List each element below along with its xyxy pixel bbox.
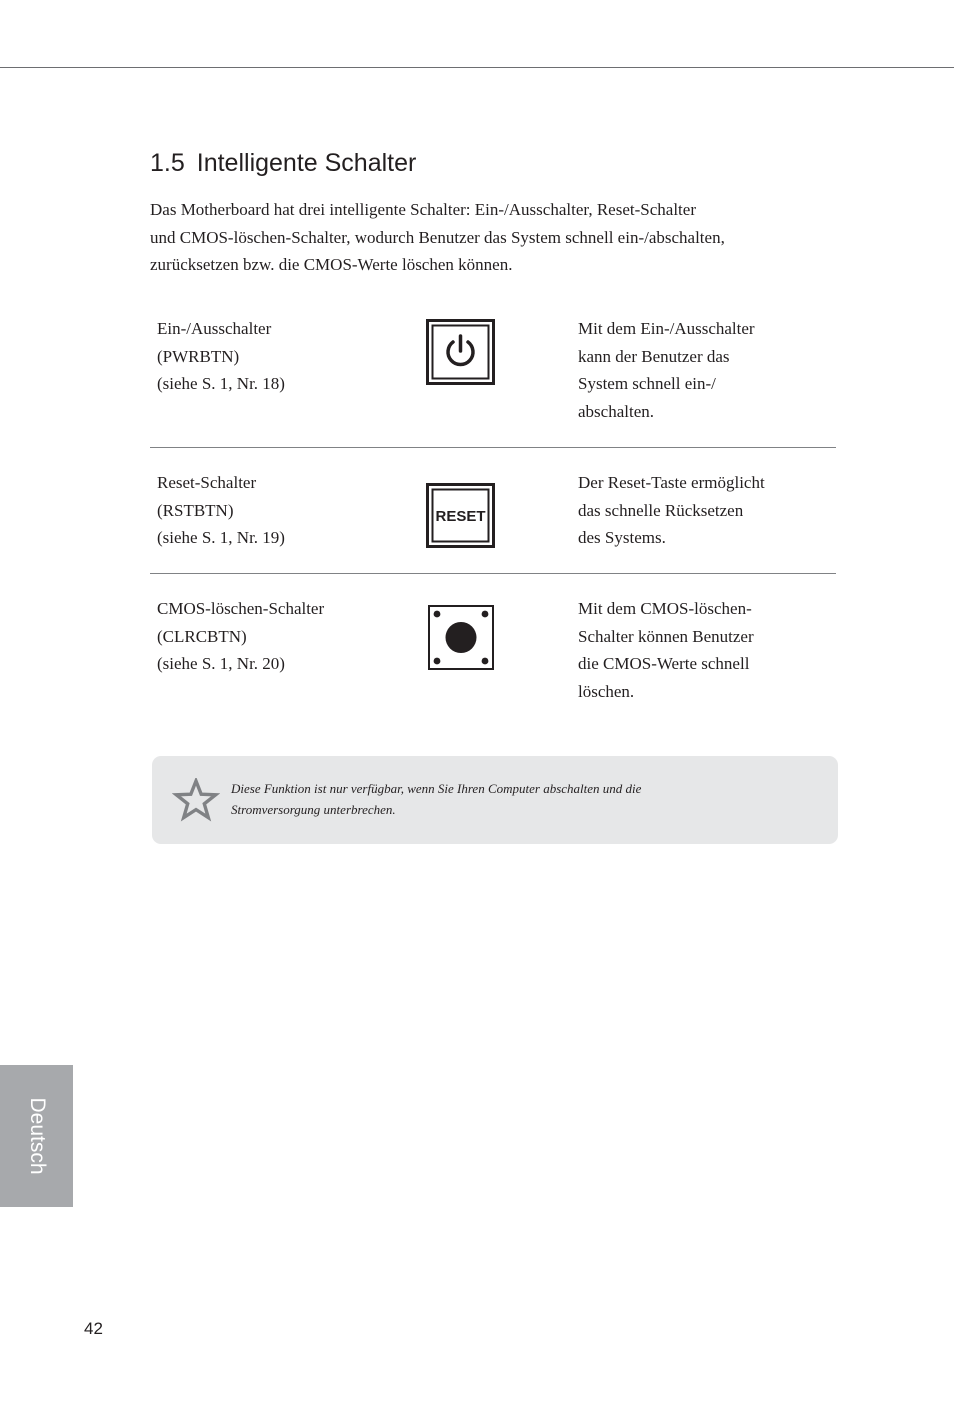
reset-button-icon bbox=[426, 483, 495, 553]
section-title: Intelligente Schalter bbox=[196, 149, 417, 177]
switch-name bbox=[157, 315, 285, 398]
intro-line: Das Motherboard hat drei intelligente Schalter: Ein-/Ausschalter, Reset-Schalter bbox=[150, 200, 696, 219]
switch-name-line: (siehe S. 1, Nr. 20) bbox=[157, 654, 285, 673]
switch-description-line: Schalter können Benutzer bbox=[578, 626, 754, 646]
switch-name bbox=[157, 469, 285, 552]
note-line: Diese Funktion ist nur verfügbar, wenn Sie Ihren Computer abschalten und die bbox=[231, 781, 642, 796]
switch-description-line: Der Reset-Taste ermöglicht bbox=[578, 473, 765, 492]
row-divider bbox=[150, 573, 836, 574]
clear-cmos-button-icon bbox=[428, 605, 494, 675]
switch-description-line: System schnell ein-/ bbox=[578, 374, 716, 393]
section-number: 1.5 bbox=[150, 149, 185, 177]
switch-name-line: (CLRCBTN) bbox=[157, 626, 247, 646]
note-text bbox=[231, 778, 791, 820]
switch-name-line: (siehe S. 1, Nr. 19) bbox=[157, 528, 285, 547]
switch-description-line: des Systems. bbox=[578, 528, 666, 547]
switch-description-line: kann der Benutzer das bbox=[578, 346, 730, 366]
star-icon bbox=[172, 778, 220, 827]
row-divider bbox=[150, 447, 836, 448]
switch-description bbox=[578, 469, 765, 552]
switch-description-line: Mit dem CMOS-löschen- bbox=[578, 599, 752, 618]
header-rule bbox=[0, 67, 954, 68]
switch-name-line: (RSTBTN) bbox=[157, 500, 234, 520]
page-number: 42 bbox=[84, 1319, 103, 1338]
switch-name bbox=[157, 595, 324, 678]
reset-icon-label: RESET bbox=[435, 508, 486, 525]
switch-description bbox=[578, 595, 754, 705]
intro-line: und CMOS-löschen-Schalter, wodurch Benutzer das System schnell ein-/abschalten, bbox=[150, 227, 725, 247]
switch-name-line: CMOS-löschen-Schalter bbox=[157, 599, 325, 618]
switch-name-line: (siehe S. 1, Nr. 18) bbox=[157, 374, 285, 393]
language-side-tab bbox=[0, 1065, 73, 1207]
switch-description bbox=[578, 315, 755, 425]
switch-name-line: (PWRBTN) bbox=[157, 346, 240, 366]
switch-name-line: Ein-/Ausschalter bbox=[157, 319, 272, 338]
power-button-icon bbox=[426, 319, 495, 390]
switch-description-line: abschalten. bbox=[578, 401, 654, 421]
language-label: Deutsch bbox=[25, 1097, 49, 1175]
switch-description-line: löschen. bbox=[578, 681, 635, 701]
switch-description-line: das schnelle Rücksetzen bbox=[578, 500, 744, 520]
intro-line: zurücksetzen bzw. die CMOS-Werte löschen können. bbox=[150, 255, 513, 274]
switch-name-line: Reset-Schalter bbox=[157, 473, 257, 492]
section-heading bbox=[150, 146, 416, 180]
switch-description-line: Mit dem Ein-/Ausschalter bbox=[578, 319, 755, 338]
note-box bbox=[152, 756, 838, 844]
intro-paragraph bbox=[150, 196, 790, 279]
note-line: Stromversorgung unterbrechen. bbox=[231, 802, 396, 817]
switch-description-line: die CMOS-Werte schnell bbox=[578, 654, 750, 673]
